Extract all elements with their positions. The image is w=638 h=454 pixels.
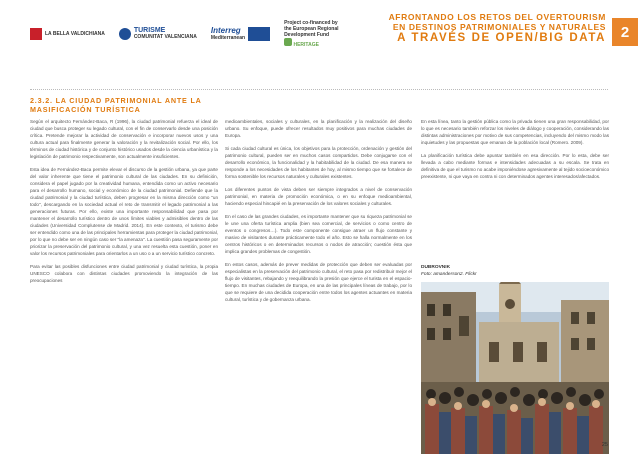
- heritage-logo: [284, 20, 344, 48]
- paragraph: Según el arquitecto Fernández-Baca, R (1996), la ciudad patrimonial refuerza el ideal de ciudad que busca proteger su legado cultural, con el fin de conservarlo desde una posición crítica. Pretende mejorar la actividad de conservación e incorporar nuevos usos y una cultura actual para finalmente generar la valoración y la revitalización social. Por ello, los términos de ciudad histórica y de conjunto histórico usados desde la ciencia urbanística y la legislación de patrimonio respectivamente, son actualmente insuficientes.: [30, 119, 218, 159]
- paragraph: medioambientales, sociales y culturales, en la planificación y la realización del diseño urbano. Su enfoque, puede ofrecer resultados muy positivos para muchas ciudades de Europa.: [225, 119, 412, 138]
- la-bella-logo: [30, 28, 105, 40]
- partner-logos: [30, 22, 344, 46]
- header-divider: [30, 89, 608, 90]
- paragraph: Si cada ciudad cultural es única, los objetivos para la protección, ordenación y gestión del patrimonio cultural, pueden ser en muchos casos compartidos. Debe conjugarse con el desarrollo económico, la funcionalidad y la habitabilidad de la ciudad. De esa manera se responde a los necesidades de los habitantes de hoy, al mismo tiempo que se fortalece de forma sostenible los recursos naturales y culturales existentes.: [225, 146, 412, 179]
- turisme-logo: [119, 28, 197, 40]
- caption-credit: Foto: amanderson2. Flickr: [421, 272, 477, 277]
- turisme-logo-subtext: COMUNITAT VALENCIANA: [133, 34, 197, 40]
- paragraph: En el caso de las grandes ciudades, es importante mantener que su riqueza patrimonial se le une una oferta turística amplia (bien sea comercial, de servicios o como centro de eventos o congresos…). Todo este componente consigue atraer un flujo constante y masivo de visitantes durante prácticamente todo el año. Esto se halla normalmente en los centros históricos o en determinados recursos o nodos de atracción; cuestión ésta que implica grandes problemas de congestión.: [225, 214, 412, 254]
- dubrovnik-photo: [421, 282, 609, 454]
- eu-flag-icon: [248, 27, 270, 41]
- header-line-2: EN DESTINOS PATRIMONIALES Y NATURALES: [392, 22, 606, 32]
- paragraph: La planificación turística debe apuntar también en esa dirección. Por lo esta, debe ser llevada a cabo mediante formas e intensidades adecuadas a su escala. Se trata en definitiva de que el turismo no acabe imponiéndose agresivamente al tejido socioeconómico preexistente, ni que vaya en contra ni con determinados agentes interesados/afectados.: [421, 153, 609, 179]
- header-line-1: AFRONTANDO LOS RETOS DEL OVERTOURISM: [388, 12, 606, 22]
- section-title: 2.3.2. LA CIUDAD PATRIMONIAL ANTE LA MASIFICACIÓN TURÍSTICA: [30, 96, 202, 114]
- caption-title: DUBROVNIK: [421, 265, 451, 270]
- paragraph: En estos casos, además de prever medidas de protección que deben ser evaluadas por especialistas en la preservación del patrimonio cultural, el reto pasa por redistribuir mejor el flujo de visitantes, rebajando y reequilibrando la presión que ejerce el turista en el espacio-tiempo. En muchas ciudades de Europa, en una de las principales líneas de trabajo, por lo que se requiere de una decidida cooperación entre todos los agentes actuantes en materia cultural, turística y de gobernanza urbana.: [225, 262, 412, 302]
- turisme-logo-text: TURISME: [133, 27, 166, 34]
- dubrovnik-street-illustration: [421, 282, 609, 454]
- photo-caption: [421, 264, 609, 278]
- header-line-3: A TRAVÉS DE OPEN/BIG DATA: [397, 32, 606, 44]
- chapter-badge: 2: [612, 18, 638, 46]
- interreg-logo: [211, 27, 270, 41]
- paragraph: Para evitar las posibles disfunciones entre ciudad patrimonial y ciudad turística, la propia UNESCO colabora con distintas ciudades promoviendo la integración de las preocupaciones: [30, 264, 218, 283]
- paragraph: Los diferentes puntos de vista deben ser siempre integrados a nivel de conservación patrimonial, en materia de promoción económica, o en su enfoque medioambiental, haciendo especial hincapié en la preservación de los valores sociales y culturales.: [225, 187, 412, 206]
- text-column-3: [421, 118, 609, 186]
- document-header: [389, 12, 606, 45]
- paragraph: Esta idea de Fernández-Baca permite elevar el discurso de la gestión urbana, ya que parte del valor inherente que tiene el patrimonio cultural de las ciudades. En su definición, considera el papel jugado por la creatividad humana, entendida como un activo necesario para el desarrollo humano, social y económico de la ciudad patrimonial. Defiende que la ciudad patrimonial y la ciudad turística, deben progresar en la misma dirección como "un todo", descargando en la sociedad actual el reto de transmitir el legado patrimonial a las generaciones futuras. Por ello, existe una importante responsabilidad que pasa por mantener el desarrollo turístico dentro de unos límites viables y admisibles dentro de las ciudades (Universidad Complutense de Madrid. 2014). En este contexto, el turismo debe ser entendido como una de las principales herramientas para proteger la ciudad patrimonial, por lo que no debe ser en ningún caso ser "la amenaza". La cuestión pasa seguramente por priorizar la preservación del patrimonio cultural, y una vez resuelta esta cuestión, poner en valor los recursos patrimoniales para orientarlos a un uso o a un servicio turístico concreto.: [30, 167, 218, 256]
- paragraph: En esta línea, tanto la gestión pública como la privada tienen una gran responsabilidad, por lo que es necesario también reforzar los niveles de diálogo y cooperación, considerando las distintas administraciones por motivo de sus competencias, incluyendo del mismo modo las inquietudes y las propuestas que emanan de la población local (Romero. 2009).: [421, 119, 609, 145]
- heritage-logo-text: HERITAGE: [293, 42, 319, 48]
- text-column-2: [225, 118, 412, 309]
- turisme-mark-icon: [119, 28, 131, 40]
- heritage-mark-icon: [284, 38, 292, 46]
- interreg-logo-subtext: Mediterranean: [210, 34, 246, 41]
- interreg-logo-text: Interreg: [210, 25, 241, 35]
- la-bella-logo-text: LA BELLA VALDICHIANA: [45, 31, 105, 37]
- text-column-1: [30, 118, 218, 290]
- eu-funding-text: Project co-financed by the European Regional Development Fund: [284, 20, 339, 38]
- page-number: 25: [601, 442, 608, 448]
- la-bella-mark-icon: [30, 28, 42, 40]
